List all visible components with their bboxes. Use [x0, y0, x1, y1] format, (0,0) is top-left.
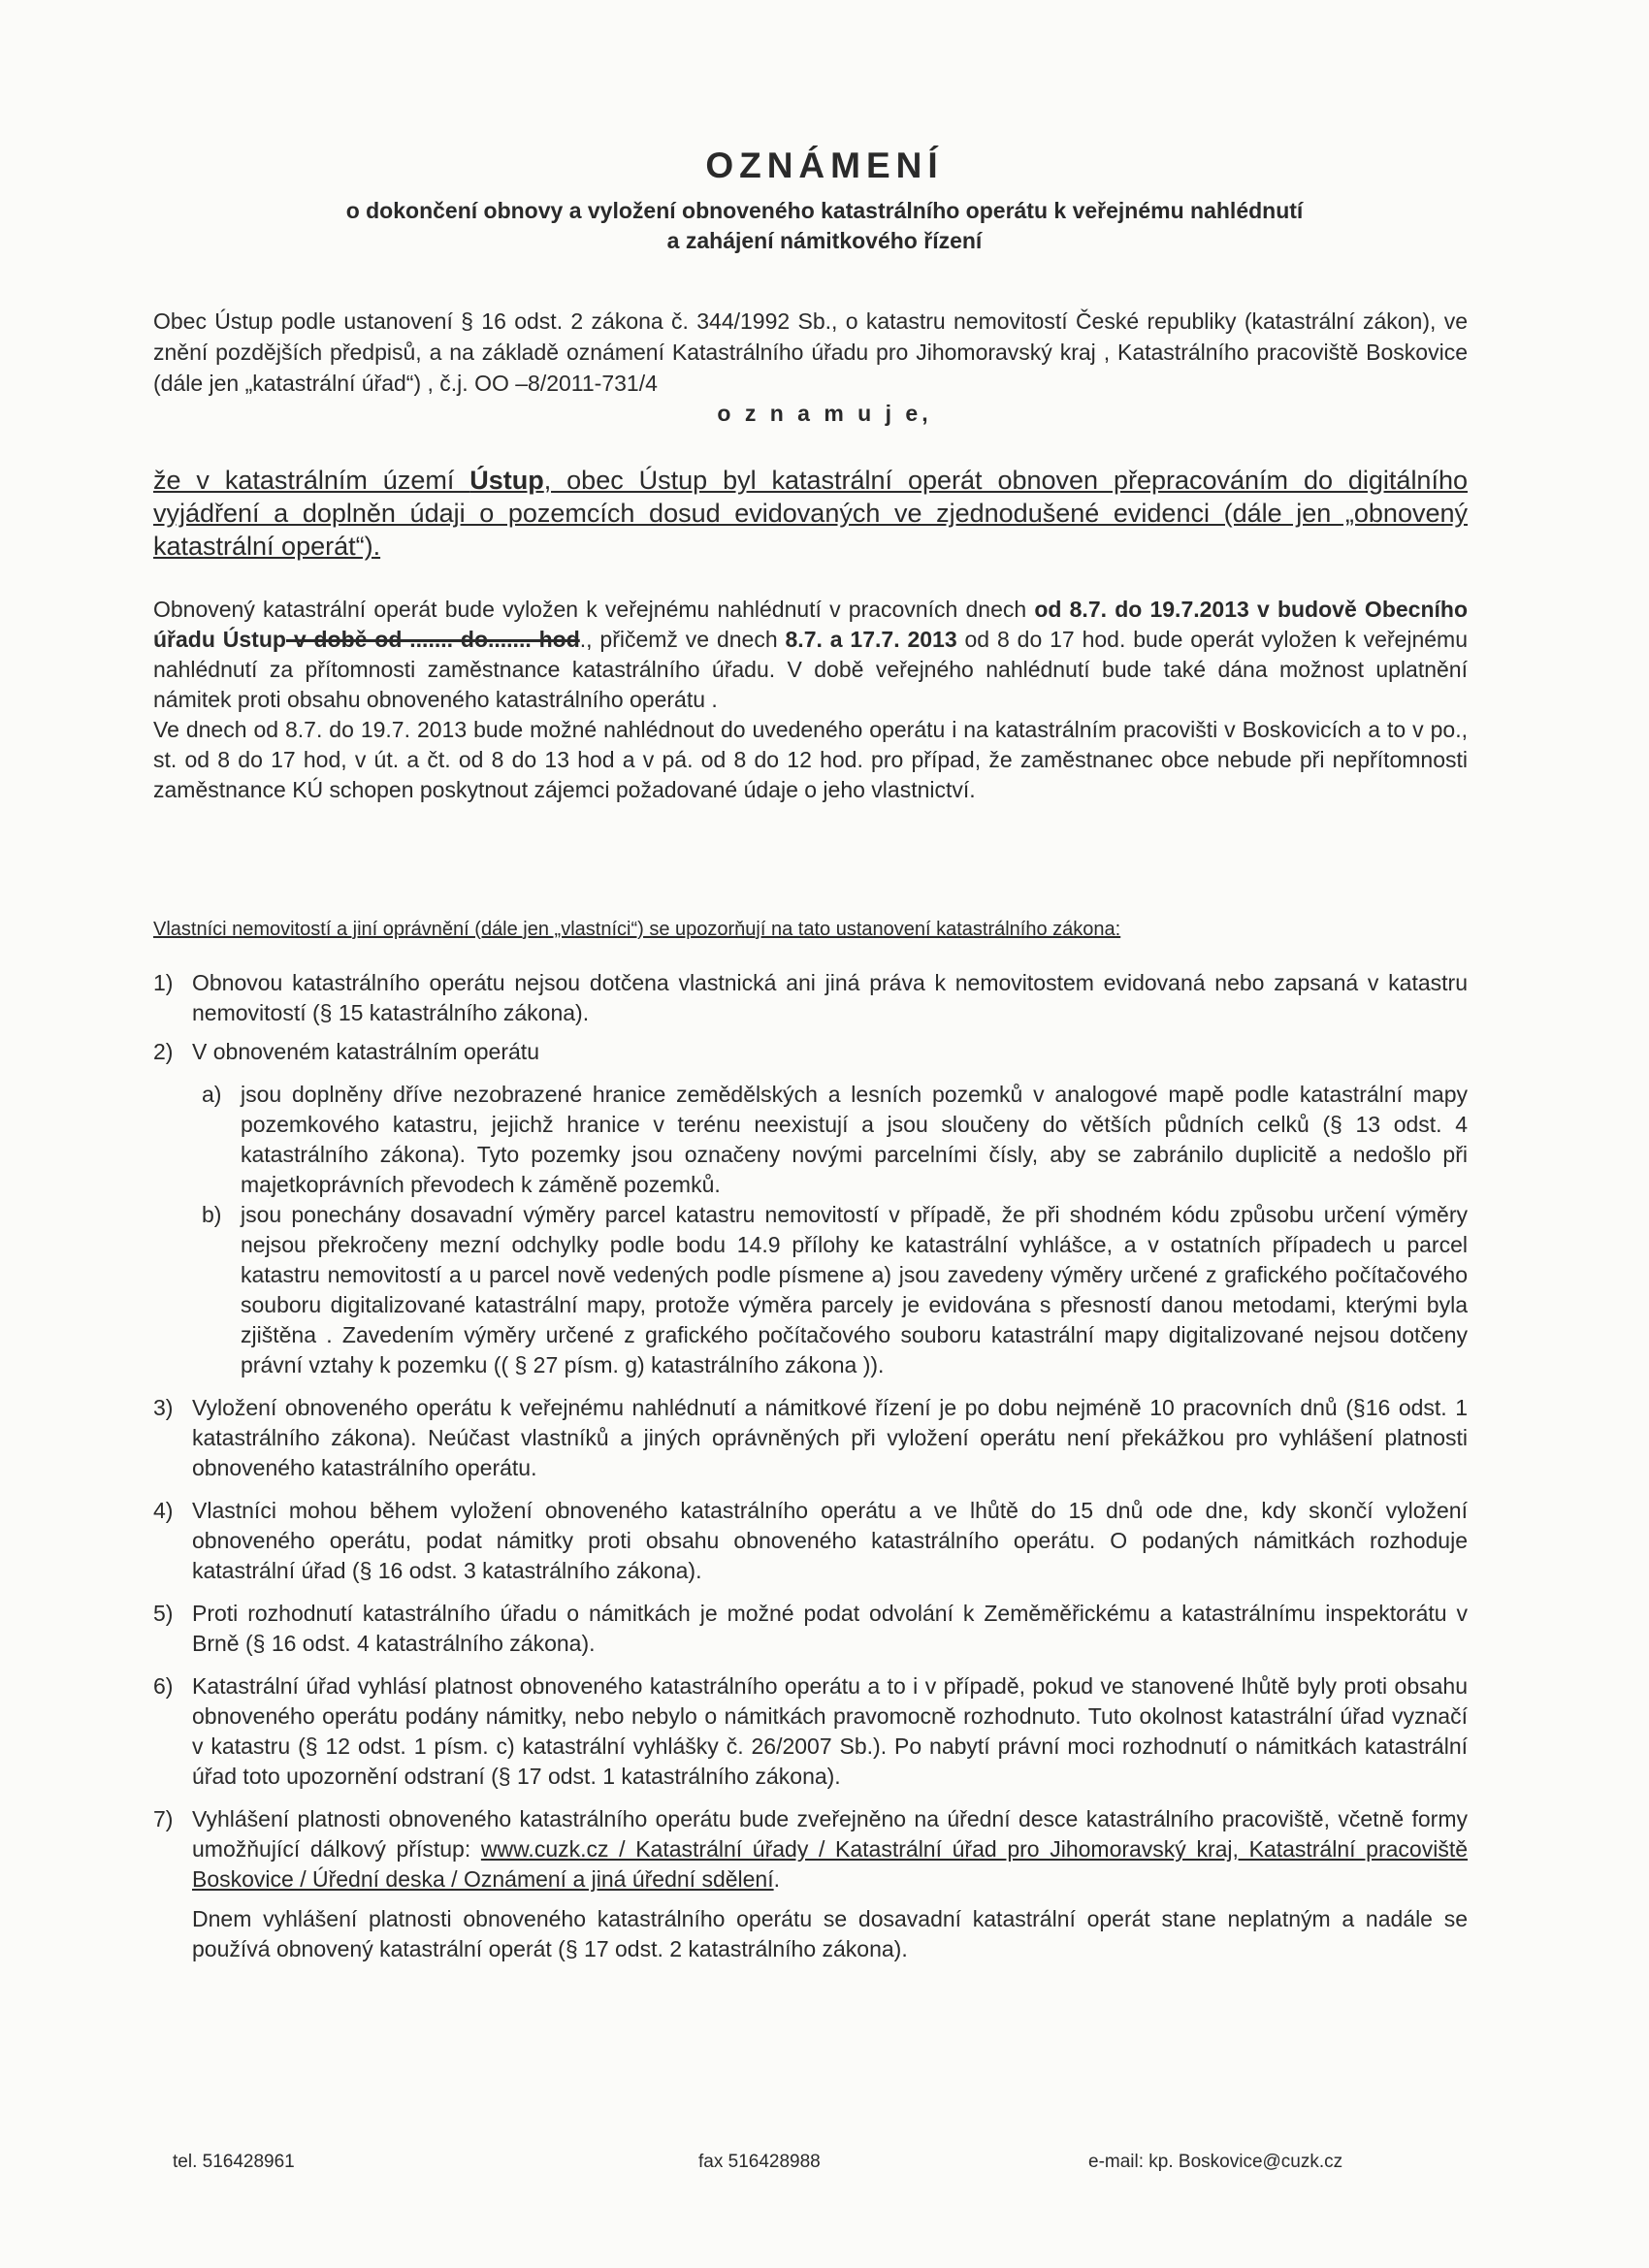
- item-7-end: .: [773, 1866, 780, 1892]
- sub-list-item: [192, 1200, 1468, 1380]
- exhibit-paragraph-1: [153, 595, 1468, 715]
- list-item: [153, 1671, 1468, 1792]
- exhibit-dates: od 8.7. do 19.7.2013: [1034, 597, 1249, 622]
- list-item: [153, 1599, 1468, 1659]
- cadastral-area-name: Ústup: [469, 466, 544, 495]
- item-text: Katastrální úřad vyhlásí platnost obnoveného katastrálního operátu a to i v případě, pokud ve stanovené lhůtě byly proti obsahu obnoveného operátu podány námitky, nebo nebylo o námitkách pravomocně rozhodnuto. Tuto okolnost katastrální úřad vyznačí v katastru (§ 12 odst. 1 písm. c) katastrální vyhlášky č. 26/2007 Sb.). Po nabytí právní moci rozhodnutí o námitkách katastrální úřad toto upozornění odstraní (§ 17 odst. 1 katastrálního zákona).: [192, 1673, 1468, 1789]
- intro-paragraph: Obec Ústup podle ustanovení § 16 odst. 2 zákona č. 344/1992 Sb., o katastru nemovitostí České republiky (katastrální zákon), ve znění pozdějších předpisů, a na základě oznámení Katastrálního úřadu pro Jihomoravský kraj , Katastrálního pracoviště Boskovice (dále jen „katastrální úřad“) , č.j. OO –8/2011-731/4: [153, 308, 1468, 396]
- sub-item-text: jsou doplněny dříve nezobrazené hranice zemědělských a lesních pozemků v analogové mapě podle katastrální mapy pozemkového katastru, jejichž hranice v terénu neexistují a jsou sloučeny do větších půdních celků (§ 13 odst. 4 katastrálního zákona). Tyto pozemky jsou označeny novými parcelními čísly, aby se zabránilo duplicitě a nedošlo při majetkoprávních převodech k záměně pozemků.: [241, 1082, 1468, 1197]
- exhibit-text-3: od 8 do 17 hod. bude operát vyložen k veřejnému nahlédnutí za přítomnosti zaměstnance katastrálního úřadu. V době veřejného nahlédnutí bude také dána možnost uplatnění námitek proti obsahu obnoveného katastrálního operátu .: [153, 627, 1468, 712]
- item-number: 6): [153, 1673, 174, 1699]
- cuzk-web-link[interactable]: www.cuzk.cz / Katastrální úřady / Katastrální úřad pro Jihomoravský kraj, Katastrální pracoviště Boskovice / Úřední deska / Oznámení a jiná úřední sdělení: [192, 1836, 1468, 1892]
- item-number: 7): [153, 1806, 174, 1831]
- owners-heading: Vlastníci nemovitostí a jiní oprávnění (dále jen „vlastníci“) se upozorňují na tato ustanovení katastrálního zákona:: [153, 919, 1121, 940]
- item-text: Obnovou katastrálního operátu nejsou dotčena vlastnická ani jiná práva k nemovitostem evidovaná nebo zapsaná v katastru nemovitostí (§ 15 katastrálního zákona).: [192, 970, 1468, 1025]
- statement-part-1: že v katastrálním území: [153, 466, 470, 495]
- list-item: [153, 1804, 1468, 1895]
- exhibit-paragraph-2: Ve dnech od 8.7. do 19.7. 2013 bude možné nahlédnout do uvedeného operátu i na katastrálním pracovišti v Boskovicích a to v po., st. od 8 do 17 hod, v út. a čt. od 8 do 13 hod a v pá. od 8 do 12 hod. pro případ, že zaměstnanec obce nebude při nepřítomnosti zaměstnance KÚ schopen poskytnout zájemci požadované údaje o jeho vlastnictví.: [153, 717, 1468, 802]
- sub-item-letter: b): [202, 1202, 222, 1227]
- struck-text: v době od ....... do....... hod: [285, 627, 580, 652]
- closing-paragraph: Dnem vyhlášení platnosti obnoveného katastrálního operátu se dosavadní katastrální operát stane neplatným a nadále se používá obnovený katastrální operát (§ 17 odst. 2 katastrálního zákona).: [192, 1906, 1468, 1961]
- item-number: 4): [153, 1498, 174, 1523]
- item-text: V obnoveném katastrálním operátu: [192, 1039, 539, 1064]
- announces-heading: o z n a m u j e,: [717, 401, 932, 426]
- item-number: 2): [153, 1039, 174, 1064]
- sub-item-letter: a): [202, 1082, 222, 1107]
- provisions-list: [153, 968, 1468, 1964]
- item-number: 3): [153, 1395, 174, 1420]
- exhibit-place: v budově Obecního úřadu Ústup: [153, 597, 1468, 652]
- subtitle-line-1: o dokončení obnovy a vyložení obnoveného katastrálního operátu k veřejnému nahlédnutí: [345, 198, 1304, 223]
- item-number: 5): [153, 1601, 174, 1626]
- exhibit-text-2: ., přičemž ve dnech: [579, 627, 786, 652]
- footer-fax: fax 516428988: [698, 2152, 821, 2172]
- list-item: [153, 968, 1468, 1028]
- item-text: Proti rozhodnutí katastrálního úřadu o námitkách je možné podat odvolání k Zeměměřickému a katastrálnímu inspektorátu v Brně (§ 16 odst. 4 katastrálního zákona).: [192, 1601, 1468, 1656]
- sub-list-item: [192, 1080, 1468, 1200]
- subtitle-line-2: a zahájení námitkového řízení: [666, 228, 983, 253]
- list-item: [153, 1496, 1468, 1586]
- item-text: [192, 1804, 1468, 1895]
- list-item: [153, 1393, 1468, 1483]
- footer-email[interactable]: e-mail: kp. Boskovice@cuzk.cz: [1088, 2152, 1343, 2172]
- item-7-text: Vyhlášení platnosti obnoveného katastrálního operátu bude zveřejněno na úřední desce katastrálního pracoviště, včetně formy umožňující dálkový přístup:: [192, 1806, 1468, 1862]
- footer-phone: tel. 516428961: [173, 2152, 295, 2172]
- item-text: Vyložení obnoveného operátu k veřejnému nahlédnutí a námitkové řízení je po dobu nejméně 10 pracovních dnů (§16 odst. 1 katastrálního zákona). Neúčast vlastníků a jiných oprávněných při vyložení operátu není překážkou pro vyhlášení platnosti obnoveného katastrálního operátu.: [192, 1395, 1468, 1480]
- subtitle: [0, 196, 1649, 256]
- exhibit-days: 8.7. a 17.7. 2013: [785, 627, 957, 652]
- item-number: 1): [153, 970, 174, 995]
- list-item: [153, 1037, 1468, 1067]
- exhibit-text-1: Obnovený katastrální operát bude vyložen k veřejnému nahlédnutí v pracovních dnech: [153, 597, 1035, 622]
- sub-item-text: jsou ponechány dosavadní výměry parcel katastru nemovitostí v případě, že při shodném kódu způsobu určení výměry nejsou překročeny mezní odchylky podle bodu 14.9 přílohy ke katastrální vyhlášce, a v ostatních případech u parcel katastru nemovitostí a u parcel nově vedených podle písmene a) jsou zavedeny výměry určené z grafického počítačového souboru digitalizované katastrální mapy, protože výměra parcely je evidována s přesností danou metodami, kterými byla zjištěna . Zavedením výměry určené z grafického počítačového souboru katastrální mapy digitalizované nejsou dotčeny právní vztahy k pozemku (( § 27 písm. g) katastrálního zákona )).: [241, 1202, 1468, 1377]
- exhibit-section: [153, 595, 1468, 805]
- item-text: Vlastníci mohou během vyložení obnoveného katastrálního operátu a ve lhůtě do 15 dnů ode dne, kdy skončí vyložení obnoveného operátu, podat námitky proti obsahu obnoveného katastrálního operátu. O podaných námitkách rozhoduje katastrální úřad (§ 16 odst. 3 katastrálního zákona).: [192, 1498, 1468, 1583]
- statement-part-2: , obec Ústup byl katastrální operát obnoven přepracováním do digitálního vyjádření a doplněn údaji o pozemcích dosud evidovaných ve zjednodušené evidenci (dále jen „obnovený katastrální operát“).: [153, 466, 1468, 561]
- statement-paragraph: [153, 464, 1468, 563]
- page-title: OZNÁMENÍ: [705, 146, 944, 185]
